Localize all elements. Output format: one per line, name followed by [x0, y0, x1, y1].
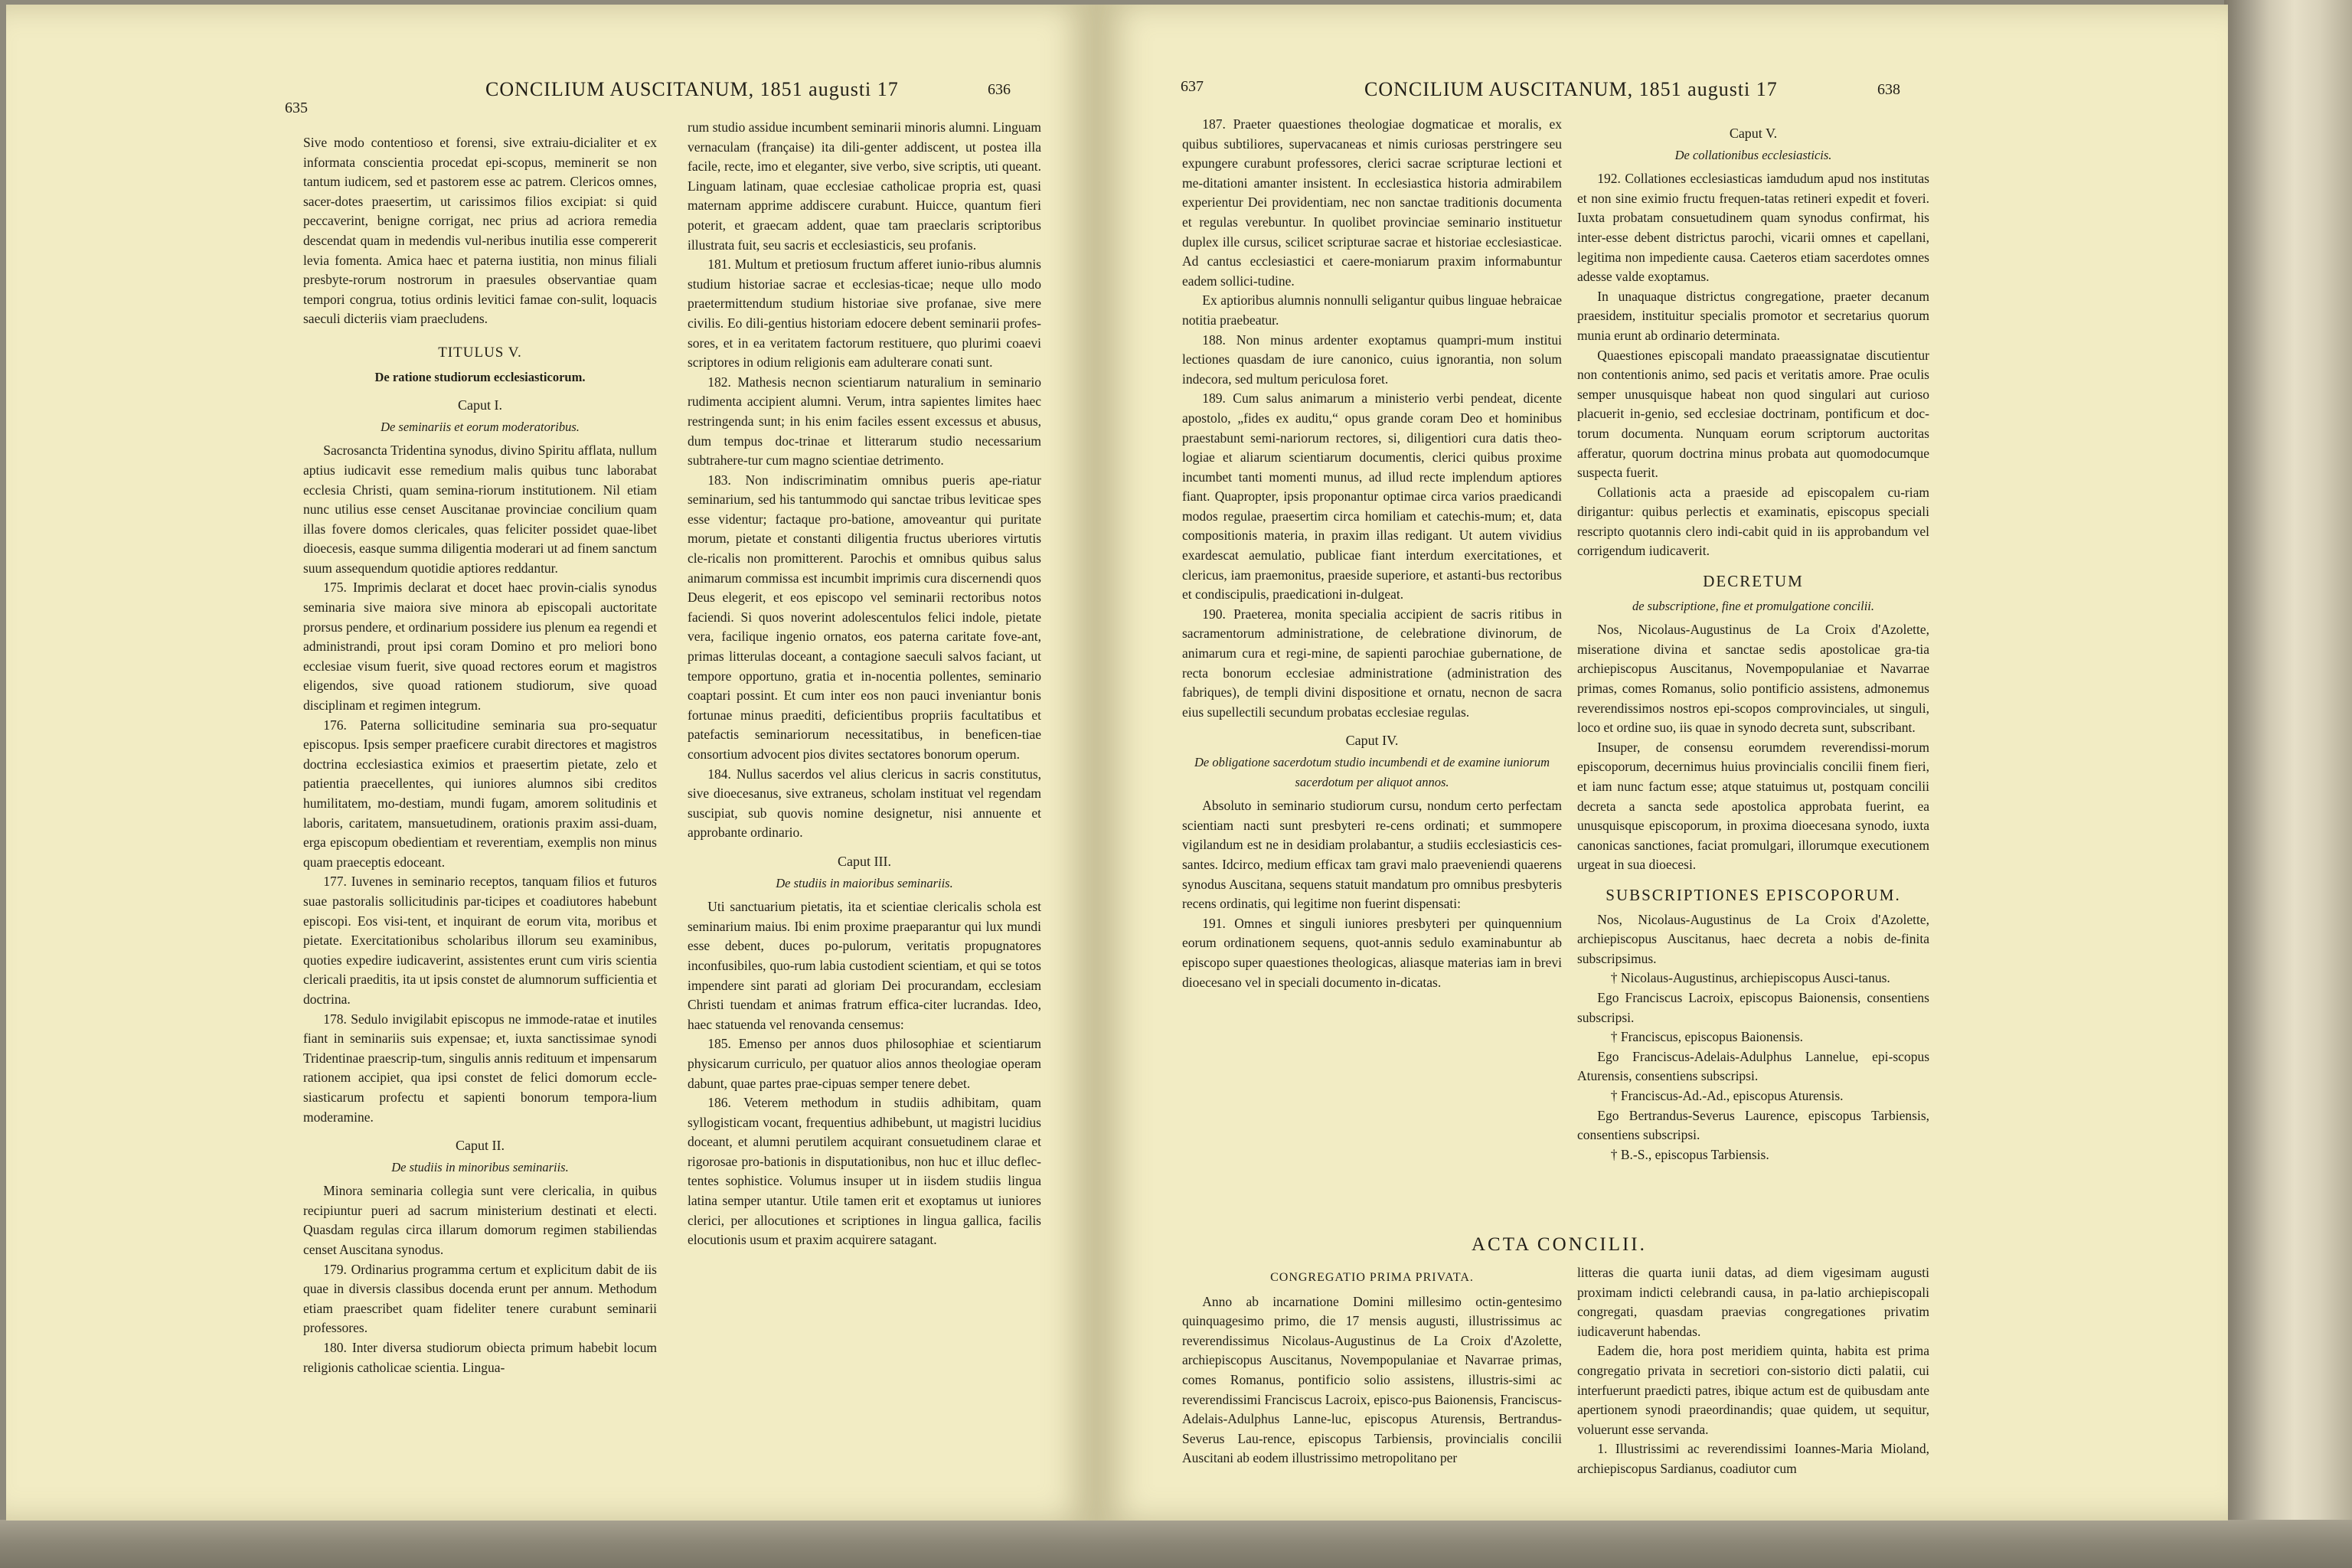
section-title: ACTA CONCILII.: [1472, 1234, 1647, 1255]
paragraph: Ego Bertrandus-Severus Laurence, episcopus Tarbiensis, consentiens subscripsi.: [1577, 1107, 1929, 1143]
paragraph: In unaquaque districtus congregatione, praeter decanum praesidem, instituitur specialis promotor et secretarius quorum munia erunt ab ordinario determinata.: [1577, 288, 1929, 343]
page-number: 637: [1181, 78, 1204, 95]
heading: De seminariis et eorum moderatoribus.: [381, 419, 580, 434]
heading: Caput IV.: [1345, 733, 1399, 749]
paragraph: 188. Non minus ardenter exoptamus quampri-mum institui lectiones quasdam de iure canonico, cuius ignorantia, non solum indecora, sed multum periculosa foret.: [1182, 332, 1562, 387]
heading: De studiis in maioribus seminariis.: [776, 875, 953, 890]
paragraph: † B.-S., episcopus Tarbiensis.: [1610, 1146, 1769, 1162]
paragraph: 1. Illustrissimi ac reverendissimi Ioannes-Maria Mioland, archiepiscopus Sardianus, coadiutor cum: [1577, 1441, 1929, 1476]
page-number: 635: [285, 100, 308, 116]
book-page-edges: [2224, 0, 2352, 1568]
text-column: [1577, 115, 1929, 1165]
heading: de subscriptione, fine et promulgatione concilii.: [1632, 598, 1875, 613]
running-head: CONCILIUM AUSCITANUM, 1851 augusti 17: [1364, 78, 1778, 100]
right-page: [1096, 5, 2228, 1521]
text-column: [1577, 1263, 1929, 1479]
heading: Caput V.: [1729, 126, 1778, 141]
heading: De obligatione sacerdotum studio incumbendi et de examine iuniorum sacerdotum per aliquot annos.: [1194, 755, 1550, 789]
heading: Caput I.: [458, 397, 502, 413]
heading: SUBSCRIPTIONES EPISCOPORUM.: [1606, 885, 1901, 904]
paragraph: Eadem die, hora post meridiem quinta, habita est prima congregatio privata in secretiori con-sistorio dicti palatii, cui interfuerunt praedicti patres, ibique actum est de quibusdam ante apertionem synodi praeordinandis; quae quidem, ut sequitur, voluerunt esse servanda.: [1577, 1343, 1929, 1437]
paragraph: Nos, Nicolaus-Augustinus de La Croix d'Azolette, miseratione divina et sanctae sedis apostolicae gra-tia archiepiscopus Auscitanus, Novempopulaniae et Navarrae primas, comes Romanus, solio pontificio assistens, admonemus reverendissimos nostros epi-scopos comprovinciales, ut singuli, loco et ordine suo, iis quae in synodo decreta sunt, subscribant.: [1577, 622, 1929, 736]
paragraph: 186. Veterem methodum in studiis adhibitam, quam syllogisticam vocant, frequentius adhibebunt, ut magistri lucidius doceant, et alumni perutilem acquirant consuetudinem clarae et rigorosae pro-bationis in disputationibus, non huc et illuc deflec-tentes sophistice. Volumus insuper ut in iisdem studiis lingua latina semper utantur. Utile tamen erit et exoptamus ut iuniores clerici, per allocutiones et scriptiones in lingua gallica, facilis elocutionis usum et praxim acquirere satagant.: [688, 1095, 1041, 1248]
heading: Caput II.: [456, 1138, 505, 1154]
paragraph: Absoluto in seminario studiorum cursu, nondum certo perfectam scientiam nacti sunt presbyteri re-cens ordinati; et summopere vigilandum est ne in desidiam prolabantur, a studiis ecclesiasticis ces-santes. Idcirco, medium efficax tam gravi malo praeveniendi quaerens synodus Auscitana, sequens statuit mandatum pro omnibus presbyteris recens ordinatis, qui legitime non fuerint dispensati:: [1182, 798, 1562, 912]
paragraph: Insuper, de consensu eorumdem reverendissi-morum episcoporum, decernimus huius provincialis concilii finem fieri, et iam nunc factum esse; atque statuimus ut, postquam concilii decreta a sancta sede apostolica approbata fuerint, ea unusquisque episcoporum, in proxima dioecesana synodo, iuxta canonicas sanctiones, faciat promulgari, illorumque executionem urgeat in sua dioecesi.: [1577, 739, 1929, 873]
paragraph: 177. Iuvenes in seminario receptos, tanquam filios et futuros suae pastoralis sollicitudinis par-ticipes et coadiutores habebunt episcopi. Eos visi-tent, et inquirant de eorum vita, moribus et pietate. Exercitationibus scholaribus illorum seu examinibus, quoties expedire iudicaverint, assistentes erunt cum viris scientia clericali praeditis, ita ut ipsis constet de alumnorum sufficientia et doctrina.: [303, 874, 657, 1007]
paragraph: 189. Cum salus animarum a ministerio verbi pendeat, dicente apostolo, „fides ex auditu,“ opus grande coram Deo et hominibus praestabunt semi-nariorum rectores, si, diligentiori cura datis theo-logiae et aliarum scientiarum documentis, clerici quibus proxime incumbet tanti momenti munus, ad illud recte implendum aptiores fiant. Quapropter, ipsis proponantur optimae circa varios praedicandi modos regulae, praesertim circa homiliam et catechis-mum; et, data compositionis materia, in praxim illas redigant. Ut autem vividius exardescat aemulatio, publicae fiant interdum exercitationes, et clericus, iam praemonitus, praeside superiore, et astanti-bus rectoribus et condiscipulis, praedicationi in-dulgeat.: [1182, 390, 1562, 603]
paragraph: litteras die quarta iunii datas, ad diem vigesimam augusti proximam indicti celebrandi causa, in pa-latio archiepiscopali congregati, quasdam praevias congregationes privatim iudicaverunt habendas.: [1577, 1265, 1929, 1339]
heading: De studiis in minoribus seminariis.: [391, 1159, 569, 1174]
heading: Caput III.: [838, 853, 891, 869]
heading: CONGREGATIO PRIMA PRIVATA.: [1270, 1271, 1474, 1284]
paragraph: 176. Paterna sollicitudine seminaria sua pro-sequatur episcopus. Ipsis semper praeficere curabit directores et magistros doctrina ecclesiastica eximios et praesertim pietate, zelo et patientia praecellentes, qui iuniores alumnos sibi creditos humilitatem, mo-destiam, mundi fugam, amorem solitudinis et laboris, caritatem, mansuetudinem, orationis praxim assi-duam, erga episcopum obedientiam et reverentiam, exemplis non minus quam praeceptis edoceant.: [303, 717, 657, 870]
paragraph: 190. Praeterea, monita specialia accipient de sacris ritibus in sacramentorum administratione, de celebratione divinorum, de animarum cura et regi-mine, de sapienti parochiae gubernatione, de recta bonorum ecclesiae administratione (administration des fabriques), de templi divini dispositione et ornatu, necnon de sacra eius supellectili secundum probatas ecclesiae regulas.: [1182, 606, 1562, 720]
paragraph: Sacrosancta Tridentina synodus, divino Spiritu afflata, nullum aptius iudicavit esse remedium malis quibus tunc laborabat ecclesia Christi, quam semina-riorum institutionem. Nil etiam nunc utilius esse censet Auscitanae provinciae concilium quam illas fovere domos clericales, quas feliciter possidet quae-libet dioecesis, easque summa diligentia moderari ut ad finem sanctum suum assequendum quotidie aptiores reddantur.: [303, 443, 657, 576]
paragraph: 180. Inter diversa studiorum obiecta primum habebit locum religionis catholicae scientia. Lingua-: [303, 1340, 657, 1375]
paragraph: † Franciscus-Ad.-Ad., episcopus Aturensis.: [1610, 1087, 1844, 1103]
text-column: [303, 133, 657, 1377]
book-bottom-edge: [0, 1520, 2352, 1568]
paragraph: 191. Omnes et singuli iuniores presbyteri per quinquennium eorum ordinationem sequens, quot-annis sedulo examinabuntur ab episcopo super quaestiones theologicas, aliasque materias iam in brevi dioecesano vel in speciali documento in-dicatas.: [1182, 915, 1562, 990]
paragraph: 184. Nullus sacerdos vel alius clericus in sacris constitutus, sive dioecesanus, sive extraneus, scholam instituat vel regendam suscipiat, sub quovis nomine designetur, nisi annuente et approbante ordinario.: [688, 766, 1041, 841]
left-page: [6, 5, 1096, 1521]
paragraph: 175. Imprimis declarat et docet haec provin-cialis synodus seminaria sive maiora sive minora ab episcopali auctoritate prorsus pendere, et ordinarium possidere ius plenum ea regendi et administrandi, prout ipsi coram Domino et pro meliori bono ecclesiae visum fuerit, sive quoad rectores eorum et magistros eligendos, sive quoad rationem studiorum, sive quoad disciplinam et regimen integrum.: [303, 580, 657, 714]
paragraph: Minora seminaria collegia sunt vere clericalia, in quibus recipiuntur pueri ad sacrum ministerium destinati et electi. Quasdam regulas circa illarum domorum regimen stabiliendas censet Auscitana synodus.: [303, 1183, 657, 1258]
paragraph: 183. Non indiscriminatim omnibus pueris ape-riatur seminarium, sed his tantummodo qui sanctae tribus leviticae spes esse videntur; factaque pro-batione, amoveantur qui puritate morum, pietate et constanti diligentia fructus uberiores virtutis cle-ricalis non promitterent. Parochis et omnibus quibus salus animarum commissa est incumbit imprimis cura discernendi quos Deus elegerit, et eos episcopo vel seminarii rectoribus notos faciendi. Si quos noverint adolescentulos felici indole, pietate vera, facilique ingenio ornatos, eos paterna caritate fove-ant, primas litterulas doceant, a contagione saeculi salvos faciant, ut tempore opportuno, gratia et in-nocentia pollentes, seminario coaptari possint. Et cum inter eos non pauci inveniantur bonis fortunae minus praediti, deficientibus propriis facultatibus et patefactis seminariorum necessitatibus, in beneficen-tiae consortium advocent pios divites sectatores bonorum operum.: [688, 472, 1041, 762]
paragraph: Quaestiones episcopali mandato praeassignatae discutientur non contentionis animo, sed pacis et veritatis amore. Prae oculis semper unusquisque habeat non quod singulari aut curioso placuerit in-genio, sed ecclesiae doctrinam, pontificum et doc-torum documenta. Nunquam eorum scriptorum auctoritas afferatur, quorum doctrina minus probata aut quomodocumque suspecta fuerit.: [1577, 347, 1929, 481]
paragraph: Sive modo contentioso et forensi, sive extraiu-dicialiter et ex informata conscientia procedat epi-scopus, meminerit se non tantum iudicem, sed et pastorem esse ac patrem. Clericos omnes, sacer-dotes praesertim, ut carissimos filios excipiat: si quid peccaverint, benigne corrigat, nec prius ad acriora remedia descendat quam in medendis vul-neribus inutilia esse compererit levia fomenta. Amica haec et paterna iustitia, non minus filiali presbyte-rorum nostrorum in praesules observantiae quam tempori congrua, totius ordinis levitici famae con-sulit, loquacis saeculi dicteriis viam praecludens.: [303, 135, 657, 327]
paragraph: Ego Franciscus-Adelais-Adulphus Lannelue, epi-scopus Aturensis, consentiens subscripsi.: [1577, 1048, 1929, 1084]
heading: De collationibus ecclesiasticis.: [1674, 147, 1832, 162]
paragraph: Uti sanctuarium pietatis, ita et scientiae clericalis schola est seminarium maius. Ibi enim proxime praeparantur qui lux mundi esse debent, duces po-pulorum, veritatis propugnatores inconfusibiles, quo-rum labia custodient scientiam, et qui se totos impendere sint parati ad gloriam Dei procurandam, ecclesiam Christi tuendam et animas fratrum effica-citer lucrandas. Ideo, haec statuenda vel renovanda censemus:: [688, 899, 1041, 1032]
paragraph: 181. Multum et pretiosum fructum afferet iunio-ribus alumnis studium historiae sacrae et ecclesias-ticae; neque ullo modo praetermittendum studium historiae sive profanae, sive mere civilis. Eo dili-gentius historiam edocere debent seminarii profes-sores, et in ea veritatem factorum restituere, quo plurimi coaevi scriptores in odium religionis eam adulterare conati sunt.: [688, 256, 1041, 371]
page-number: 636: [988, 81, 1011, 98]
paragraph: Ex aptioribus alumnis nonnulli seligantur quibus linguae hebraicae notitia praebeatur.: [1182, 292, 1562, 328]
heading: De ratione studiorum ecclesiasticorum.: [374, 369, 586, 384]
text-column: [1182, 1263, 1562, 1468]
text-column: [688, 118, 1041, 1250]
paragraph: 187. Praeter quaestiones theologiae dogmaticae et moralis, ex quibus subtiliores, supervacaneas et nimis curiosas perstringere seu expungere curabunt professores, clerici sacrae scripturae lectioni et me-ditationi amanter insistent. In ecclesiastica historia admirabilem experientur Dei providentiam, nec non sanctae traditionis documenta et regulas verebuntur. In quolibet provinciae seminario instituetur duplex ille cursus, scilicet scripturae sacrae et historiae ecclesiasticae. Ad cantus ecclesiastici et caere-moniarum praxim informabuntur eadem sollici-tudine.: [1182, 116, 1562, 289]
paragraph: Collationis acta a praeside ad episcopalem cu-riam dirigantur: quibus perlectis et examinatis, episcopus speciali rescripto quotannis clero indi-cabit quid in iis approbandum vel corrigendum iudicaverit.: [1577, 484, 1929, 559]
running-head: CONCILIUM AUSCITANUM, 1851 augusti 17: [485, 78, 899, 100]
page-number: 638: [1877, 81, 1900, 98]
paragraph: † Franciscus, episcopus Baionensis.: [1610, 1029, 1804, 1045]
paragraph: Nos, Nicolaus-Augustinus de La Croix d'Azolette, archiepiscopus Auscitanus, haec decreta a nobis de-finita subscripsimus.: [1577, 911, 1929, 966]
paragraph: 179. Ordinarius programma certum et explicitum dabit de iis quae in diversis classibus docenda erunt per annum. Methodum etiam praescribet quam fideliter tenere curabunt seminarii professores.: [303, 1261, 657, 1336]
paragraph: 192. Collationes ecclesiasticas iamdudum apud nos institutas et non sine eximio fructu frequen-tatas retineri expedit et foveri. Iuxta probatam consuetudinem quam synodus confirmat, his inter-esse debent districtus parochi, vicarii omnes et capellani, legitima non impediente causa. Caeteros etiam sacerdotes omnes adesse valde exoptamus.: [1577, 171, 1929, 285]
heading: DECRETUM: [1703, 572, 1804, 591]
paragraph: rum studio assidue incumbent seminarii minoris alumni. Linguam vernaculam (française) ita dili-genter addiscent, ut postea illa facile, recte, imo et eleganter, sive verbo, sive scriptis, uti queant. Linguam latinam, quae ecclesiae catholicae propria est, quasi maternam apprime addiscere curabunt. Huicce, quantum fieri poterit, et graecam addent, quae tam praeclaris scriptoribus illustrata fuit, seu sacris et ecclesiasticis, seu profanis.: [688, 119, 1041, 253]
paragraph: † Nicolaus-Augustinus, archiepiscopus Ausci-tanus.: [1610, 970, 1890, 986]
paragraph: 185. Emenso per annos duos philosophiae et scientiarum physicarum curriculo, per quatuor alios annos theologiae operam dabunt, quae partes prae-cipuas semper tenere debet.: [688, 1036, 1041, 1091]
paragraph: Ego Franciscus Lacroix, episcopus Baionensis, consentiens subscripsi.: [1577, 989, 1929, 1025]
text-column: [1182, 115, 1562, 992]
paragraph: Anno ab incarnatione Domini millesimo octin-gentesimo quinquagesimo primo, die 17 mensis augusti, illustrissimus ac reverendissimus Nicolaus-Augustinus de La Croix d'Azolette, archiepiscopus Auscitanus, Novempopulaniae et Navarrae primas, comes Romanus, pontificio solio assistens, illustris-simi ac reverendissimi Franciscus Lacroix, episco-pus Baionensis, Franciscus-Adelais-Adulphus Lanne-luc, episcopus Aturensis, Bertrandus-Severus Lau-rence, episcopus Tarbiensis, provincialis concilii Auscitani ab eodem illustrissimo metropolitano per: [1182, 1293, 1562, 1466]
heading: TITULUS V.: [438, 344, 522, 361]
paragraph: 182. Mathesis necnon scientiarum naturalium in seminario rudimenta accipient alumni. Verum, intra sapientes limites haec restringenda sunt; in his enim faciles essent excessus et abusus, dum tempus doc-trinae et litterarum studio necessarium subtrahere-tur cum magno scientiae detrimento.: [688, 374, 1041, 469]
paragraph: 178. Sedulo invigilabit episcopus ne immode-ratae et inutiles fiant in seminariis suis expensae; et, iuxta sanctissimae synodi Tridentinae praescrip-tum, singulis annis redituum et impensarum rationem accipiet, qua ipsi constet de felici domorum eccle-siasticarum profectu et sapienti bonorum tempora-lium moderamine.: [303, 1011, 657, 1125]
